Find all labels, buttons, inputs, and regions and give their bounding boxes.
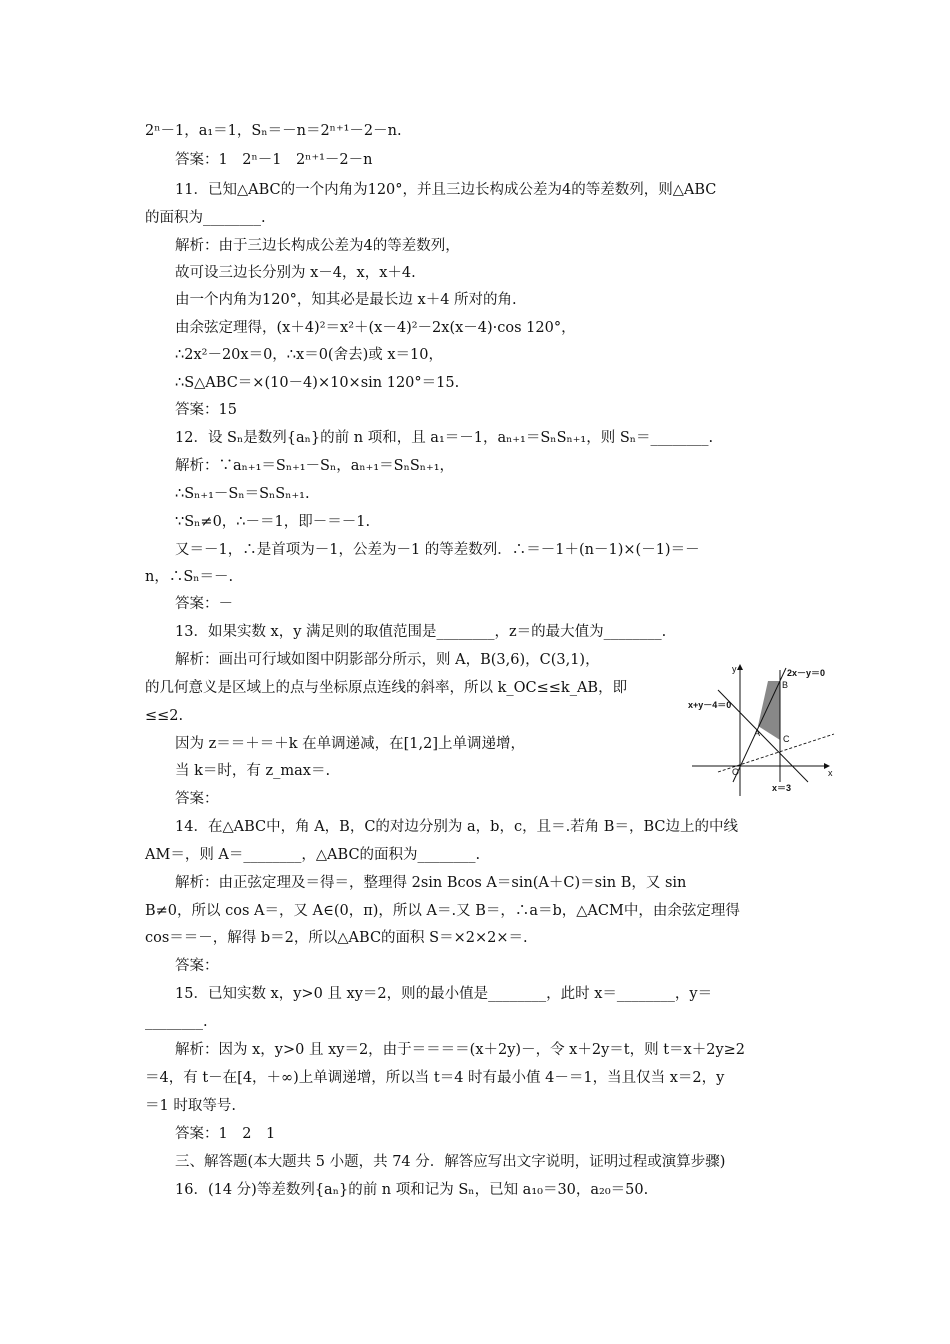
- text-line: ∴S△ABC＝×(10－4)×10×sin 120°＝15.: [175, 375, 460, 391]
- text-line: 2ⁿ－1，a₁＝1，Sₙ＝－n＝2ⁿ⁺¹－2－n.: [145, 123, 402, 139]
- text-line: ________.: [145, 1014, 208, 1030]
- text-line: 12．设 Sₙ是数列{aₙ}的前 n 项和，且 a₁＝－1，aₙ₊₁＝SₙSₙ₊₁，则 Sₙ＝________.: [175, 430, 714, 446]
- text-line: cos＝＝－，解得 b＝2，所以△ABC的面积 S＝×2×2×＝.: [145, 930, 528, 946]
- text-line: 答案：－: [175, 596, 233, 612]
- text-line: ∴Sₙ₊₁－Sₙ＝SₙSₙ₊₁.: [175, 486, 310, 502]
- text-line: n，∴Sₙ＝－.: [145, 569, 234, 585]
- text-line: 因为 z＝＝＋＝＋k 在单调递减，在[1,2]上单调递增，: [175, 736, 526, 752]
- label-O: O: [732, 767, 740, 777]
- text-line: ∵Sₙ≠0，∴－＝1，即－＝－1.: [175, 514, 371, 530]
- text-line: AM＝，则 A＝________，△ABC的面积为________.: [145, 847, 481, 863]
- text-line: 15．已知实数 x，y>0 且 xy＝2，则的最小值是________，此时 x＝________，y＝: [175, 986, 713, 1002]
- shaded-region: [758, 681, 780, 740]
- text-line: 答案：15: [175, 402, 237, 418]
- text-line: 解析：画出可行域如图中阴影部分所示，则 A，B(3,6)，C(3,1)，: [175, 652, 600, 668]
- text-line: 11．已知△ABC的一个内角为120°，并且三边长构成公差为4的等差数列，则△ABC: [175, 182, 717, 198]
- text-line: 又＝－1，∴是首项为－1，公差为－1 的等差数列．∴＝－1＋(n－1)×(－1)＝－: [175, 542, 700, 558]
- label-y: y: [732, 664, 737, 674]
- text-line: 答案：: [175, 958, 219, 974]
- text-line: 当 k＝时，有 z_max＝.: [175, 763, 331, 779]
- text-line: 16．(14 分)等差数列{aₙ}的前 n 项和记为 Sₙ，已知 a₁₀＝30，a₂₀＝50.: [175, 1182, 649, 1198]
- text-line: 答案：1 2ⁿ－1 2ⁿ⁺¹－2－n: [175, 152, 373, 168]
- text-line: 由一个内角为120°，知其必是最长边 x＋4 所对的角.: [175, 292, 517, 308]
- label-B: B: [782, 680, 789, 690]
- text-line: 解析：∵aₙ₊₁＝Sₙ₊₁－Sₙ，aₙ₊₁＝SₙSₙ₊₁，: [175, 458, 455, 474]
- label-line-2x-y: 2x－y＝0: [787, 668, 826, 678]
- text-line: 故可设三边长分别为 x－4，x，x＋4.: [175, 265, 416, 281]
- text-line: 答案：1 2 1: [175, 1126, 276, 1142]
- text-line: 的几何意义是区域上的点与坐标原点连线的斜率，所以 k_OC≤≤k_AB，即: [145, 680, 628, 696]
- label-line-x-plus-y: x+y－4＝0: [688, 700, 732, 710]
- feasible-region-figure: [688, 660, 838, 798]
- text-line: ＝4，有 t－在[4，＋∞)上单调递增，所以当 t＝4 时有最小值 4－＝1，当且仅当 x＝2，y: [145, 1070, 725, 1086]
- y-axis-arrow: [737, 664, 743, 670]
- label-x: x: [828, 768, 833, 778]
- text-line: 解析：因为 x，y>0 且 xy＝2，由于＝＝＝＝(x＋2y)－，令 x＋2y＝t，则 t＝x＋2y≥2: [175, 1042, 746, 1058]
- text-line: ≤≤2.: [145, 708, 184, 724]
- text-line: 解析：由正弦定理及＝得＝，整理得 2sin Bcos A＝sin(A＋C)＝sin B，又 sin: [175, 875, 687, 891]
- text-line: 的面积为________.: [145, 210, 266, 226]
- label-A: A: [754, 728, 761, 738]
- text-line: B≠0，所以 cos A＝，又 A∈(0，π)，所以 A＝.又 B＝，∴a＝b，△ACM中，由余弦定理得: [145, 903, 740, 919]
- text-line: 答案：: [175, 791, 219, 807]
- text-line: 13．如果实数 x，y 满足则的取值范围是________，z＝的最大值为________.: [175, 624, 667, 640]
- text-line: 由余弦定理得，(x＋4)²＝x²＋(x－4)²－2x(x－4)·cos 120°，: [175, 320, 576, 336]
- text-line: 14．在△ABC中，角 A，B，C的对边分别为 a，b，c，且＝.若角 B＝，BC边上的中线: [175, 819, 738, 835]
- text-line: 解析：由于三边长构成公差为4的等差数列，: [175, 238, 460, 254]
- text-line: ＝1 时取等号.: [145, 1098, 236, 1114]
- label-C: C: [783, 734, 790, 744]
- text-line: 三、解答题(本大题共 5 小题，共 74 分．解答应写出文字说明，证明过程或演算步骤): [175, 1154, 726, 1170]
- label-line-x-eq-3: x＝3: [772, 783, 792, 793]
- text-line: ∴2x²－20x＝0，∴x＝0(舍去)或 x＝10，: [175, 347, 443, 363]
